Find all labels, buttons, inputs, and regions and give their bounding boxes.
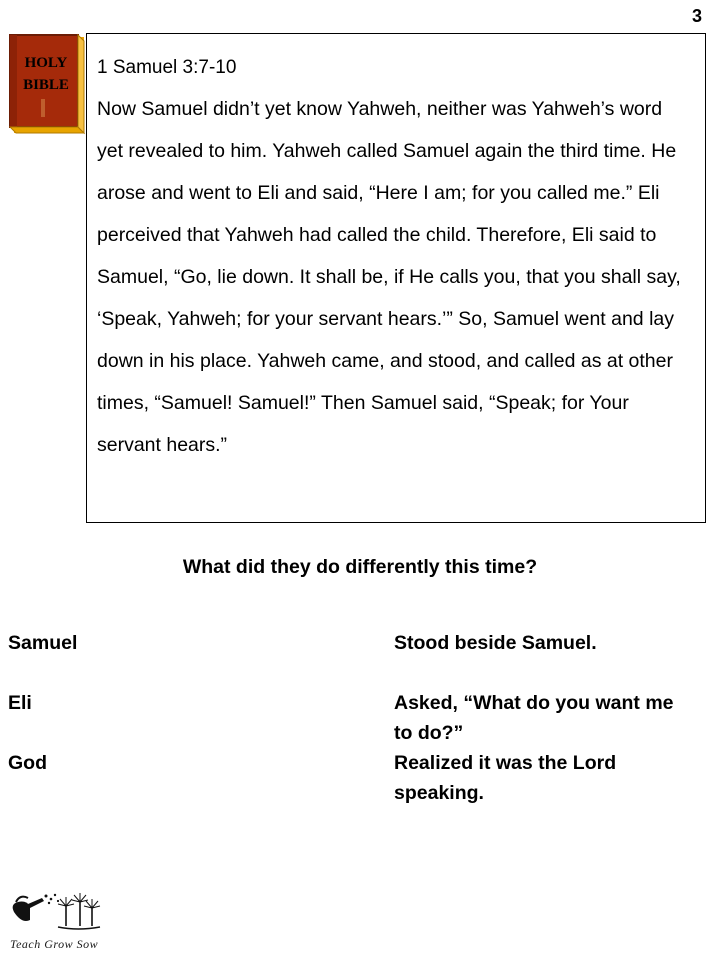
answers-list: [0, 628, 720, 808]
answer-value: Realized it was the Lord speaking.: [394, 752, 617, 804]
scripture-text: Now Samuel didn’t yet know Yahweh, neither was Yahweh’s word yet revealed to him. Yahweh called Samuel again the third time. He arose and went to Eli and said, “Here I am; for you called me.” Eli perceived that Yahweh had called the child. Therefore, Eli said to Samuel, “Go, lie down. It shall be, if He calls you, that you shall say, ‘Speak, Yahweh; for your servant hears.’” So, Samuel went and lay down in his place. Yahweh came, and stood, and called as at other times, “Samuel! Samuel!” Then Samuel said, “Speak; for Your servant hears.”: [97, 98, 681, 456]
scripture-box: [86, 33, 706, 523]
svg-text:HOLY: HOLY: [24, 55, 68, 71]
list-item: [0, 748, 720, 804]
answer-label: Eli: [8, 692, 32, 714]
answer-value: Asked, “What do you want me to do?”: [394, 692, 674, 744]
answer-label: Samuel: [8, 632, 78, 654]
svg-text:BIBLE: BIBLE: [23, 77, 69, 93]
logo-text: Teach Grow Sow: [10, 937, 99, 951]
list-item: [0, 688, 720, 744]
scripture-reference: 1 Samuel 3:7-10: [97, 57, 237, 78]
teach-grow-sow-logo: [8, 890, 118, 952]
page-number: 3: [691, 6, 702, 26]
question-heading: What did they do differently this time?: [182, 556, 538, 578]
list-item: [0, 628, 720, 660]
holy-bible-icon: [8, 33, 88, 141]
answer-value: Stood beside Samuel.: [394, 632, 597, 654]
answer-label: God: [8, 752, 47, 774]
